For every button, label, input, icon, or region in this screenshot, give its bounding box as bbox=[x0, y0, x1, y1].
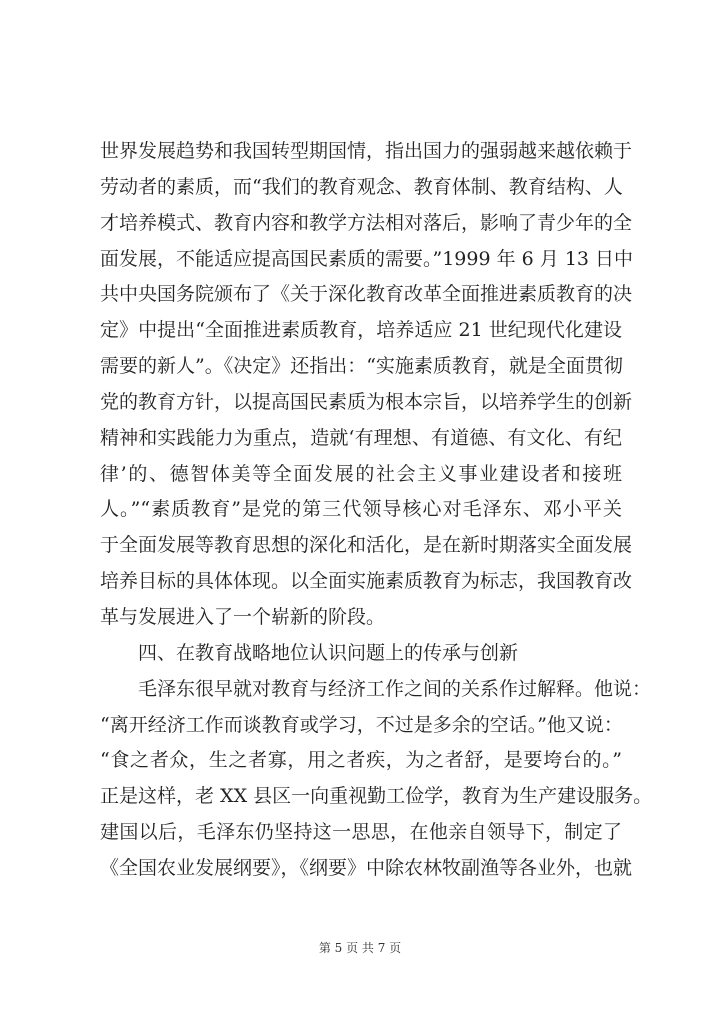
text-line: 世界发展趋势和我国转型期国情，指出国力的强弱越来越依赖于 bbox=[100, 140, 633, 162]
text-line: 建国以后，毛泽东仍坚持这一思思，在他亲自领导下，制定了 bbox=[100, 821, 622, 844]
text-line: 律’的、德智体美等全面发展的社会主义事业建设者和接班 bbox=[100, 462, 622, 485]
text-line: 党的教育方针，以提高国民素质为根本宗旨，以培养学生的创新 bbox=[100, 390, 633, 413]
page-number-footer: 第 5 页 共 7 页 bbox=[318, 941, 402, 955]
text-line: 面发展，不能适应提高国民素质的需要。”1999 年 6 月 13 日中 bbox=[100, 247, 634, 270]
text-line: 于全面发展等教育思想的深化和活化，是在新时期落实全面发展 bbox=[100, 534, 633, 557]
text-line: 精神和实践能力为重点，造就‘有理想、有道德、有文化、有纪 bbox=[100, 426, 622, 449]
text-line: 革与发展进入了一个崭新的阶段。 bbox=[100, 605, 386, 628]
text-line: 人。”“素质教育”是党的第三代领导核心对毛泽东、邓小平关 bbox=[100, 498, 622, 521]
text-line: 培养目标的具体体现。以全面实施素质教育为标志，我国教育改 bbox=[100, 570, 633, 593]
text-line: 定》中提出“全面推进素质教育，培养适应 21 世纪现代化建设 bbox=[100, 319, 622, 342]
text-line: “食之者众，生之者寡，用之者疾，为之者舒，是要垮台的。” bbox=[100, 749, 622, 772]
document-body bbox=[100, 134, 653, 887]
text-line: 才培养模式、教育内容和教学方法相对落后，影响了青少年的全 bbox=[100, 211, 633, 234]
section-heading: 四、在教育战略地位认识问题上的传承与创新 bbox=[138, 641, 519, 664]
text-line: 《全国农业发展纲要》，《纲要》中除农林牧副渔等各业外，也就 bbox=[100, 856, 633, 879]
text-line: 共中央国务院颁布了《关于深化教育改革全面推进素质教育的决 bbox=[100, 283, 633, 306]
text-line: 劳动者的素质，而“我们的教育观念、教育体制、教育结构、人 bbox=[100, 175, 623, 198]
text-line: 正是这样，老 XX 县区一向重视勤工俭学，教育为生产建设服务。 bbox=[100, 785, 653, 808]
text-line: 毛泽东很早就对教育与经济工作之间的关系作过解释。他说： bbox=[138, 677, 652, 700]
text-line: “离开经济工作而谈教育或学习，不过是多余的空话。”他又说： bbox=[100, 713, 623, 736]
text-line: 需要的新人”。《决定》还指出：“实施素质教育，就是全面贯彻 bbox=[100, 355, 623, 378]
